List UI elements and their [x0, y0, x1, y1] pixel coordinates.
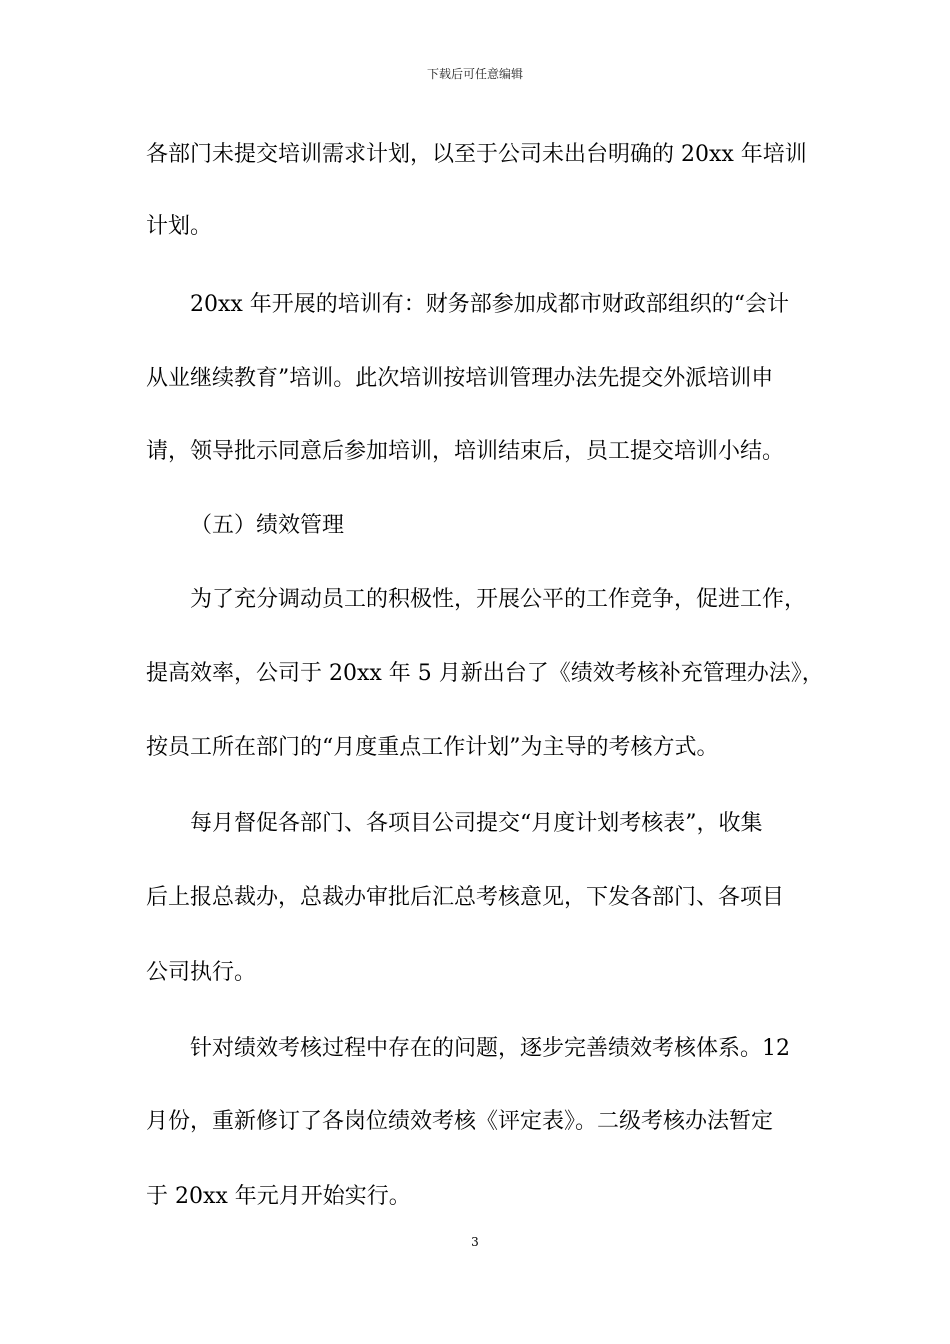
paragraph-line: 提高效率，公司于 20xx 年 5 月新出台了《绩效考核补充管理办法》，	[146, 661, 824, 686]
paragraph-line: 后上报总裁办，总裁办审批后汇总考核意见，下发各部门、各项目	[146, 885, 785, 910]
paragraph-line: 于 20xx 年元月开始实行。	[146, 1184, 411, 1209]
paragraph-line: 为了充分调动员工的积极性，开展公平的工作竞争，促进工作，	[190, 587, 807, 612]
paragraph-line: 各部门未提交培训需求计划，以至于公司未出台明确的 20xx 年培训	[146, 142, 807, 167]
paragraph-line: 从业继续教育”培训。此次培训按培训管理办法先提交外派培训申	[146, 366, 774, 391]
section-heading: （五）绩效管理	[190, 513, 345, 538]
page-number: 3	[471, 1235, 479, 1249]
paragraph-line: 针对绩效考核过程中存在的问题，逐步完善绩效考核体系。12	[190, 1036, 790, 1061]
paragraph-line: 请，领导批示同意后参加培训，培训结束后，员工提交培训小结。	[146, 439, 785, 464]
paragraph-line: 20xx 年开展的培训有：财务部参加成都市财政部组织的“会计	[190, 292, 790, 317]
paragraph-line: 月份，重新修订了各岗位绩效考核《评定表》。二级考核办法暂定	[146, 1109, 774, 1134]
paragraph-line: 按员工所在部门的“月度重点工作计划”为主导的考核方式。	[146, 735, 719, 760]
paragraph-line: 每月督促各部门、各项目公司提交“月度计划考核表”，收集	[190, 811, 763, 836]
paragraph-line: 计划。	[146, 214, 213, 239]
page-header: 下载后可任意编辑	[426, 67, 523, 81]
paragraph-line: 公司执行。	[146, 960, 257, 985]
